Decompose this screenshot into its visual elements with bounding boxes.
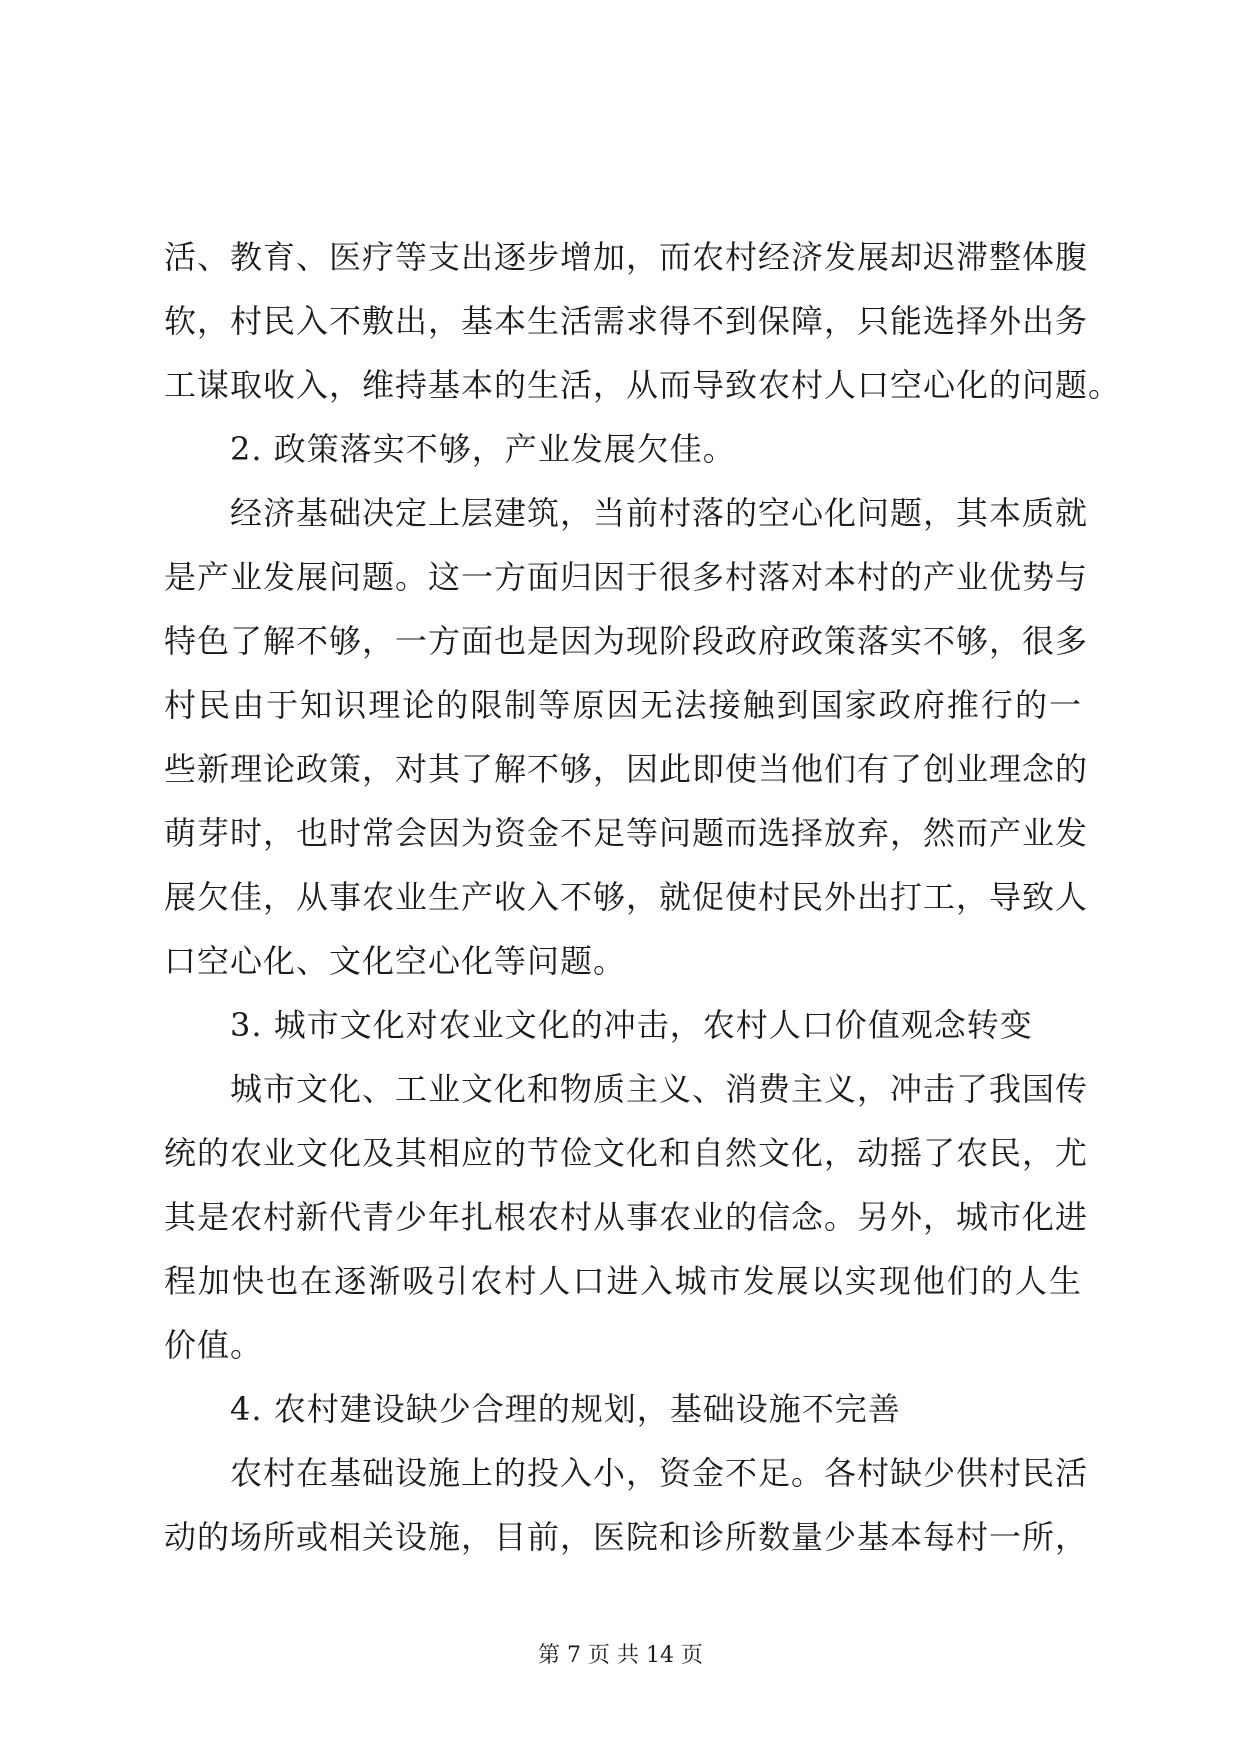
text-line: 动的场所或相关设施，目前，医院和诊所数量少基本每村一所， [164, 1518, 1089, 1556]
text-line: 农村在基础设施上的投入小，资金不足。各村缺少供村民活 [230, 1454, 1089, 1492]
text-line: 活、教育、医疗等支出逐步增加，而农村经济发展却迟滞整体腹 [164, 238, 1089, 276]
text-line: 村民由于知识理论的限制等原因无法接触到国家政府推行的一 [164, 686, 1082, 724]
text-line: 口空心化、文化空心化等问题。 [164, 942, 627, 980]
section-heading: 4. 农村建设缺少合理的规划，基础设施不完善 [230, 1390, 901, 1428]
text-line: 些新理论政策，对其了解不够，因此即使当他们有了创业理念的 [164, 750, 1089, 788]
text-line: 是产业发展问题。这一方面归因于很多村落对本村的产业优势与 [164, 558, 1089, 596]
text-line: 工谋取收入，维持基本的生活，从而导致农村人口空心化的问题。 [164, 366, 1122, 404]
body-text [164, 225, 1122, 1569]
text-line: 统的农业文化及其相应的节俭文化和自然文化，动摇了农民，尤 [164, 1134, 1089, 1172]
text-line: 价值。 [164, 1326, 264, 1364]
text-line: 软，村民入不敷出，基本生活需求得不到保障，只能选择外出务 [164, 302, 1089, 340]
text-line: 特色了解不够，一方面也是因为现阶段政府政策落实不够，很多 [164, 622, 1089, 660]
text-line: 萌芽时，也时常会因为资金不足等问题而选择放弃，然而产业发 [164, 814, 1089, 852]
text-line: 城市文化、工业文化和物质主义、消费主义，冲击了我国传 [230, 1070, 1089, 1108]
text-line: 经济基础决定上层建筑，当前村落的空心化问题，其本质就 [230, 494, 1089, 532]
page-number-footer: 第 7 页 共 14 页 [538, 1643, 703, 1668]
text-line: 程加快也在逐渐吸引农村人口进入城市发展以实现他们的人生 [164, 1262, 1082, 1300]
text-line: 其是农村新代青少年扎根农村从事农业的信念。另外，城市化进 [164, 1198, 1089, 1236]
text-line: 展欠佳，从事农业生产收入不够，就促使村民外出打工，导致人 [164, 878, 1089, 916]
section-heading: 3. 城市文化对农业文化的冲击，农村人口价值观念转变 [230, 1006, 1033, 1044]
section-heading: 2. 政策落实不够，产业发展欠佳。 [230, 430, 736, 468]
